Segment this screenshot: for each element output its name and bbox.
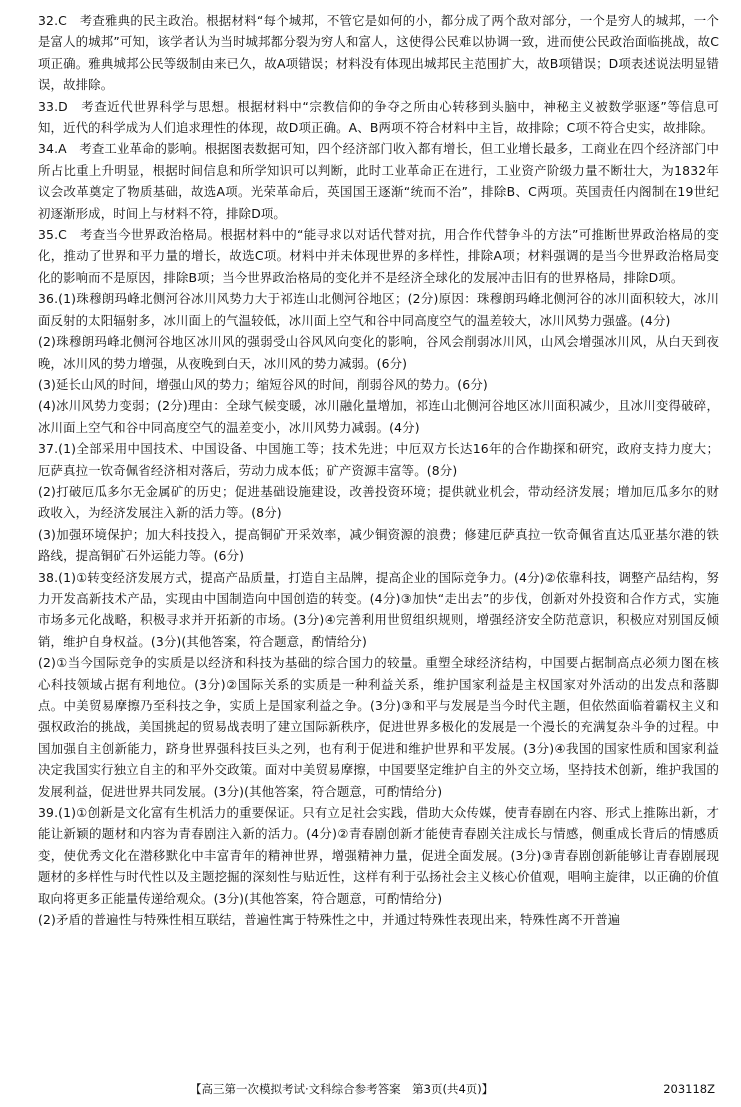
answer-paragraph: 37.(1)全部采用中国技术、中国设备、中国施工等；技术先进；中厄双方长达16年的合作勘探和研究，政府支持力度大；厄萨真拉一钦奇佩省经济相对落后，劳动力成本低；矿产资源丰富等。(8分) xyxy=(38,441,719,478)
answer-36 xyxy=(38,288,719,438)
answer-paragraph: 34.A 考查工业革命的影响。根据图表数据可知，四个经济部门收入都有增长，但工业增长最多，工商业在四个经济部门中所占比重上升明显，根据时间信息和所学知识可以判断，此时工业革命正在进行，工业资产阶级力量不断壮大，为1832年议会改革奠定了物质基础，故选A项。光荣革命后，英国国王逐渐“统而不治”，排除B、C两项。英国责任内阁制在19世纪初逐渐形成，时间上与材料不符，排除D项。 xyxy=(38,141,719,221)
answer-37 xyxy=(38,438,719,566)
answer-paragraph: 32.C 考查雅典的民主政治。根据材料“每个城邦，不管它是如何的小，都分成了两个敌对部分，一个是穷人的城邦，一个是富人的城邦”可知，该学者认为当时城邦都分裂为穷人和富人，这使得公民难以协调一致，进而使公民政治面临挑战，故C项正确。雅典城邦公民等级制由来已久，故A项错误；材料没有体现出城邦民主范围扩大，故B项错误；D项表述说法明显错误，故排除。 xyxy=(38,13,719,93)
answer-38 xyxy=(38,567,719,802)
footer-title: 【高三第一次模拟考试·文科综合参考答案 第3页(共4页)】 xyxy=(190,1082,494,1096)
answer-paragraph: 36.(1)珠穆朗玛峰北侧河谷冰川风势力大于祁连山北侧河谷地区；(2分)原因：珠穆朗玛峰北侧河谷的冰川面积较大，冰川面反射的太阳辐射多，冰川面上的气温较低，冰川面上空气和谷中同高度空气的温差较大，冰川风势力强盛。(4分) xyxy=(38,291,719,328)
document-code: 203118Z xyxy=(663,1082,715,1096)
answer-paragraph: 39.(1)①创新是文化富有生机活力的重要保证。只有立足社会实践，借助大众传媒，使青春剧在内容、形式上推陈出新，才能让新颖的题材和内容为青春剧注入新的活力。(4分)②青春剧创新才能使青春剧关注成长与情感，侧重成长背后的情感质变，使优秀文化在潜移默化中丰富青年的精神世界，增强精神力量，促进全面发展。(3分)③青春剧创新能够让青春剧展现题材的多样性与时代性以及主题挖掘的深刻性与贴近性，这样有利于弘扬社会主义核心价值观，唱响主旋律，以正确的价值取向将更多正能量传递给观众。(3分)(其他答案，符合题意，可酌情给分) xyxy=(38,805,719,906)
answer-paragraph: (3)加强环境保护；加大科技投入，提高铜矿开采效率，减少铜资源的浪费；修建厄萨真拉一钦奇佩省直达瓜亚基尔港的铁路线，提高铜矿石外运能力等。(6分) xyxy=(38,526,719,564)
answer-paragraph: (2)①当今国际竞争的实质是以经济和科技为基础的综合国力的较量。重塑全球经济结构，中国要占据制高点必须力图在核心科技领域占据有利地位。(3分)②国际关系的实质是一种利益关系，维护国家利益是主权国家对外活动的出发点和落脚点。中美贸易摩擦乃至科技之争，实质上是国家利益之争。(3分)③和平与发展是当今时代主题，但依然面临着霸权主义和强权政治的挑战，美国挑起的贸易战表明了建立国际新秩序，促进世界多极化的发展是一个漫长的充满复杂斗争的过程。中国加强自主创新能力，跻身世界强科技巨头之列，也有利于促进和维护世界和平发展。(3分)④我国的国家性质和国家利益决定我国实行独立自主的和平外交政策。面对中美贸易摩擦，中国要坚定维护自主的外交立场，坚持技术创新，维护我国的发展利益，促进世界共同发展。(3分)(其他答案，符合题意，可酌情给分) xyxy=(38,655,719,799)
page-footer xyxy=(0,1078,741,1100)
answer-content xyxy=(38,10,719,930)
answer-35 xyxy=(38,224,719,288)
answer-paragraph: (4)冰川风势力变弱；(2分)理由：全球气候变暖，冰川融化量增加，祁连山北侧河谷地区冰川面积减少，且冰川变得破碎，冰川面上空气和谷中同高度空气的温差变小，冰川风势力减弱。(4分) xyxy=(38,398,719,435)
answer-39 xyxy=(38,802,719,930)
answer-paragraph: 35.C 考查当今世界政治格局。根据材料中的“能寻求以对话代替对抗，用合作代替争斗的方法”可推断世界政治格局的变化，推动了世界和平力量的增长，故选C项。材料中并未体现世界的多样性，排除A项；材料强调的是当今世界政治格局变化的影响而不是原因，排除B项；当今世界政治格局的变化并不是经济全球化的发展冲击旧有的世界格局，排除D项。 xyxy=(38,227,719,285)
answer-paragraph: (2)矛盾的普遍性与特殊性相互联结，普遍性寓于特殊性之中，并通过特殊性表现出来，特殊性离不开普遍 xyxy=(38,912,621,928)
answer-34 xyxy=(38,138,719,224)
answer-33 xyxy=(38,96,719,139)
answer-paragraph: 33.D 考查近代世界科学与思想。根据材料中“宗教信仰的争夺之所由心转移到头脑中，神秘主义被数学驱逐”等信息可知，近代的科学成为人们追求理性的体现，故D项正确。A、B两项不符合材料中主旨，故排除；C项不符合史实，故排除。 xyxy=(38,98,719,136)
answer-paragraph: (2)珠穆朗玛峰北侧河谷地区冰川风的强弱受山谷风风向变化的影响，谷风会削弱冰川风，山风会增强冰川风，从白天到夜晚，冰川风的势力增强，从夜晚到白天，冰川风的势力减弱。(6分) xyxy=(38,334,719,371)
answer-paragraph: (3)延长山风的时间，增强山风的势力；缩短谷风的时间，削弱谷风的势力。(6分) xyxy=(38,376,488,392)
answer-32 xyxy=(38,10,719,96)
answer-paragraph: (2)打破厄瓜多尔无金属矿的历史；促进基础设施建设，改善投资环境；提供就业机会，带动经济发展；增加厄瓜多尔的财政收入，为经济发展注入新的活力等。(8分) xyxy=(38,483,719,521)
answer-paragraph: 38.(1)①转变经济发展方式，提高产品质量，打造自主品牌，提高企业的国际竞争力。(4分)②依靠科技，调整产品结构，努力开发高新技术产品，实现由中国制造向中国创造的转变。(4分)③加快“走出去”的步伐，创新对外投资和合作方式，实施市场多元化战略，积极寻求并开拓新的市场。(3分)④完善利用世贸组织规则，增强经济安全防范意识，积极应对别国反倾销，维护自身权益。(3分)(其他答案，符合题意，酌情给分) xyxy=(38,569,719,649)
